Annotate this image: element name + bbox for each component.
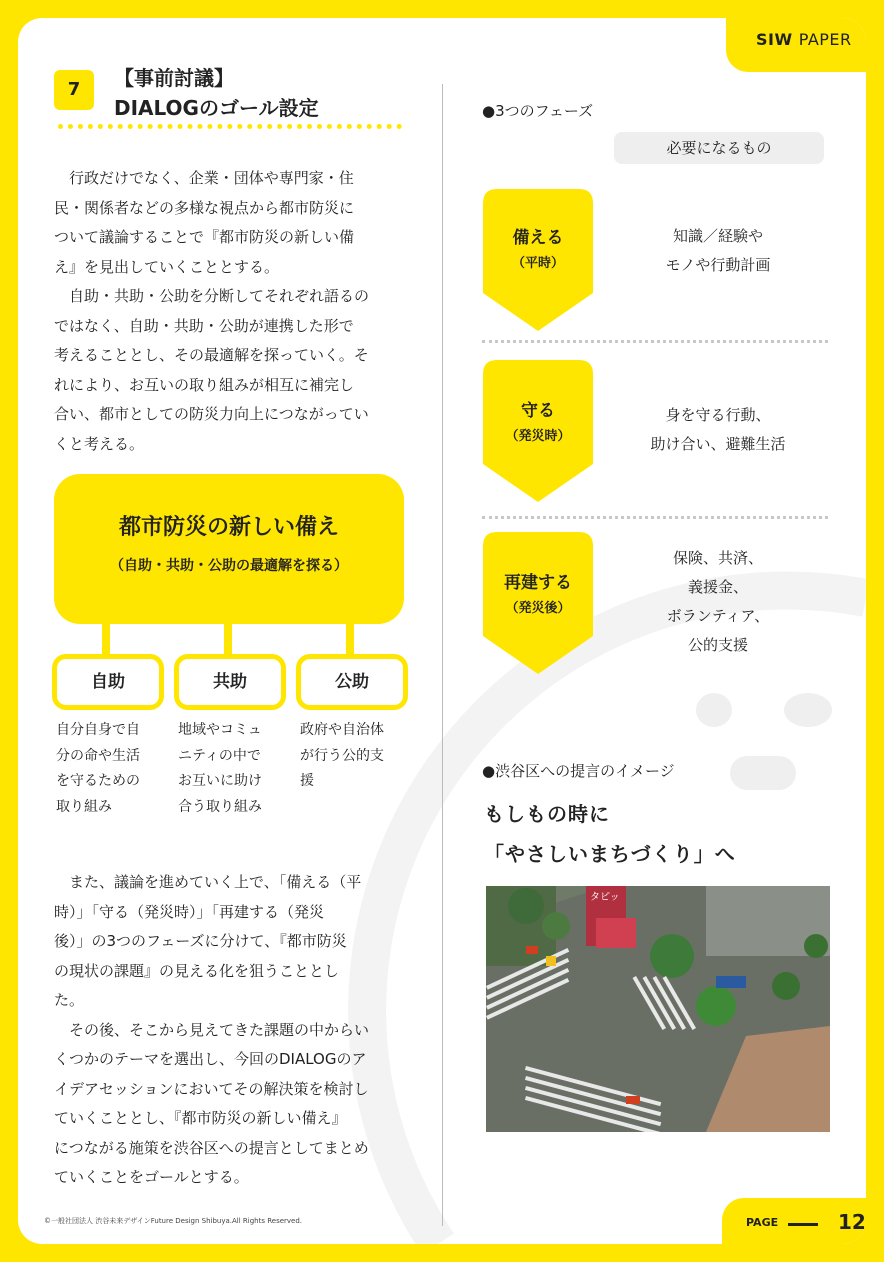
pillar-kojo-description	[300, 718, 404, 795]
pillar-kojo: 公助	[296, 654, 408, 710]
phase-needs-line: 義援金、	[687, 578, 748, 596]
pillar-kyojo: 共助	[174, 654, 286, 710]
outro-line: イデアセッションにおいてその解決策を検討し	[54, 1079, 369, 1098]
phase-mamoru-sub: （発災時）	[505, 429, 571, 444]
intro-line: 合い、都市としての防災力向上につながってい	[54, 405, 369, 423]
connector-kojo	[346, 622, 354, 656]
phase-sonaeru	[483, 189, 593, 335]
phase-mamoru-name: 守る	[521, 401, 555, 421]
pillar-description-line: を守るための	[56, 773, 140, 789]
proposal-headline-line1: もしもの時に	[484, 802, 610, 826]
outro-line: ていくことをゴールとする。	[54, 1168, 249, 1186]
section-number-badge: 7	[54, 70, 94, 110]
shibuya-crossing-illustration	[486, 886, 830, 1132]
phase-sonaeru-needs	[618, 222, 818, 280]
phase-saiken	[483, 532, 593, 678]
phase-mamoru	[483, 360, 593, 506]
page-label: PAGE	[746, 1216, 779, 1229]
pillar-description-line: 取り組み	[56, 798, 112, 815]
pillar-description-line: が行う公的支	[300, 747, 384, 764]
pillar-description-line: 援	[300, 773, 314, 789]
connector-kyojo	[224, 622, 232, 656]
phase-separator-1	[482, 340, 828, 343]
intro-line: え』を見出していくこととする。	[54, 257, 280, 276]
phase-needs-line: 身を守る行動、	[665, 406, 771, 424]
page-number: 12	[838, 1210, 866, 1234]
phase-needs-line: 保険、共済、	[672, 549, 763, 567]
smiley-mouth	[730, 756, 796, 790]
phase-saiken-needs	[618, 544, 818, 660]
pillar-description-line: ニティの中で	[178, 747, 261, 764]
intro-paragraph	[54, 164, 369, 459]
intro-line: ついて議論することで『都市防災の新しい備	[54, 228, 355, 246]
outro-line: また、議論を進めていく上で、「備える（平	[54, 873, 362, 891]
outro-line: その後、そこから見えてきた課題の中からい	[54, 1020, 370, 1039]
phase-needs-line: 公的支援	[687, 636, 748, 654]
intro-line: 行政だけでなく、企業・団体や専門家・住	[54, 169, 354, 187]
phase-needs-line: 知識／経験や	[672, 227, 763, 245]
pillar-description-line: 合う取り組み	[178, 798, 262, 815]
intro-line: 自助・共助・公助を分断してそれぞれ語るの	[54, 287, 370, 305]
pillar-description-line: お互いに助け	[178, 773, 262, 789]
outro-paragraph	[54, 868, 369, 1193]
brand-tab	[726, 18, 866, 72]
intro-line: ではなく、自助・共助・公助が連携した形で	[54, 316, 354, 335]
pillar-description-line: 分の命や生活	[56, 747, 140, 764]
pillar-kyojo-description	[178, 718, 282, 820]
phase-needs-line: モノや行動計画	[665, 256, 771, 274]
phase-saiken-sub: （発災後）	[505, 601, 571, 616]
column-divider	[442, 84, 443, 1226]
goal-title: 都市防災の新しい備え	[118, 515, 339, 540]
outro-line: た。	[54, 991, 85, 1009]
proposal-headline-line2: 「やさしいまちづくり」へ	[484, 842, 736, 866]
pillar-description-line: 地域やコミュ	[178, 722, 262, 738]
intro-line: れにより、お互いの取り組みが相互に補完し	[54, 375, 355, 394]
page-number-tab	[722, 1198, 866, 1244]
section-title-line2: DIALOGのゴール設定	[114, 96, 319, 120]
pillar-jijo-description	[56, 718, 160, 820]
title-dotted-underline	[58, 124, 402, 129]
smiley-eye-left	[696, 693, 732, 727]
outro-line: 時）」「守る（発災時）」「再建する（発災	[54, 902, 325, 921]
smiley-eye-right	[784, 693, 832, 727]
phase-sonaeru-name: 備える	[512, 228, 564, 248]
outro-line: くつかのテーマを選出し、今回のDIALOGのア	[54, 1050, 367, 1068]
connector-jijo	[102, 622, 110, 656]
phase-needs-line: ボランティア、	[666, 607, 770, 625]
outro-line: 後）」の3つのフェーズに分けて、『都市防災	[54, 932, 347, 950]
shibuya-crossing-photo	[486, 886, 830, 1132]
section-title-line1: 【事前討議】	[114, 66, 234, 90]
photo-billboard-sign: タピッ	[590, 892, 620, 903]
phase-separator-2	[482, 516, 828, 519]
pillar-description-line: 自分自身で自	[56, 722, 140, 738]
document-page	[18, 18, 866, 1244]
goal-subtitle: （自助・共助・公助の最適解を探る）	[110, 558, 348, 574]
copyright-notice: ©一般社団法人 渋谷未来デザインFuture Design Shibuya.All Rights Reserved.	[44, 1217, 303, 1225]
intro-line: くと考える。	[54, 434, 145, 453]
brand-logo: SIW PAPER	[756, 30, 852, 49]
pillar-jijo: 自助	[52, 654, 164, 710]
outro-line: につながる施策を渋谷区への提言としてまとめ	[54, 1138, 369, 1157]
phase-mamoru-needs	[618, 401, 818, 459]
pillar-description-line: 政府や自治体	[300, 722, 384, 738]
proposal-heading: ●渋谷区への提言のイメージ	[482, 762, 675, 780]
phases-heading: ●3つのフェーズ	[482, 102, 594, 120]
goal-box	[54, 474, 404, 624]
phase-sonaeru-sub: （平時）	[511, 256, 564, 271]
phase-saiken-name: 再建する	[504, 573, 572, 593]
outro-line: の現状の課題』の見える化を狙うこととし	[54, 961, 340, 980]
intro-line: 考えることとし、その最適解を探っていく。そ	[54, 346, 369, 364]
needs-header: 必要になるもの	[614, 132, 824, 164]
phase-needs-line: 助け合い、避難生活	[650, 435, 786, 453]
outro-line: ていくこととし、『都市防災の新しい備え』	[54, 1109, 347, 1127]
intro-line: 民・関係者などの多様な視点から都市防災に	[54, 198, 355, 217]
page-dash	[788, 1223, 818, 1226]
